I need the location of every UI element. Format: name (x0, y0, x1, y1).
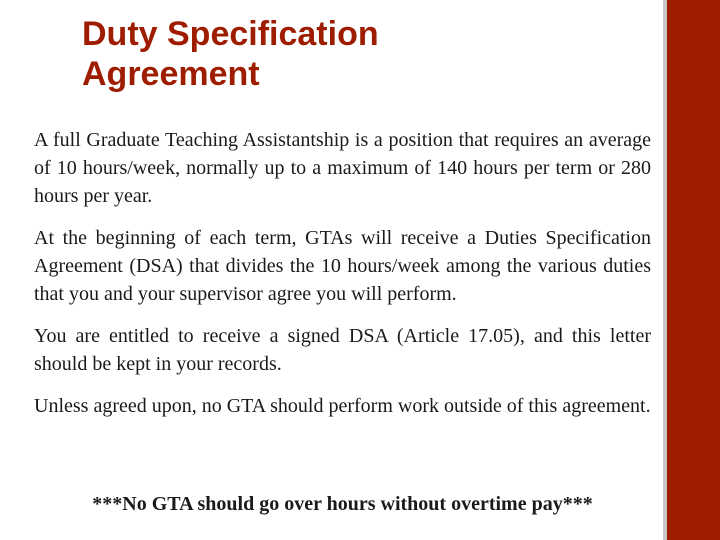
slide-body (34, 126, 651, 434)
title-line-2: Agreement (82, 55, 260, 93)
accent-side-bar (663, 0, 720, 540)
slide-title (82, 14, 642, 94)
side-bar-shadow (663, 0, 667, 540)
overtime-note: ***No GTA should go over hours without overtime pay*** (92, 493, 593, 515)
paragraph-dsa-description: At the beginning of each term, GTAs will receive a Duties Specification Agreement (DSA) that divides the 10 hours/week among the various duties that you and your supervisor agree you will perform. (34, 227, 651, 305)
paragraph-outside-work: Unless agreed upon, no GTA should perform work outside of this agreement. (34, 395, 651, 417)
title-line-1: Duty Specification (82, 15, 379, 53)
paragraph-signed-dsa: You are entitled to receive a signed DSA (Article 17.05), and this letter should be kept in your records. (34, 325, 651, 375)
paragraph-gta-hours: A full Graduate Teaching Assistantship is a position that requires an average of 10 hours/week, normally up to a maximum of 140 hours per term or 280 hours per year. (34, 129, 651, 207)
